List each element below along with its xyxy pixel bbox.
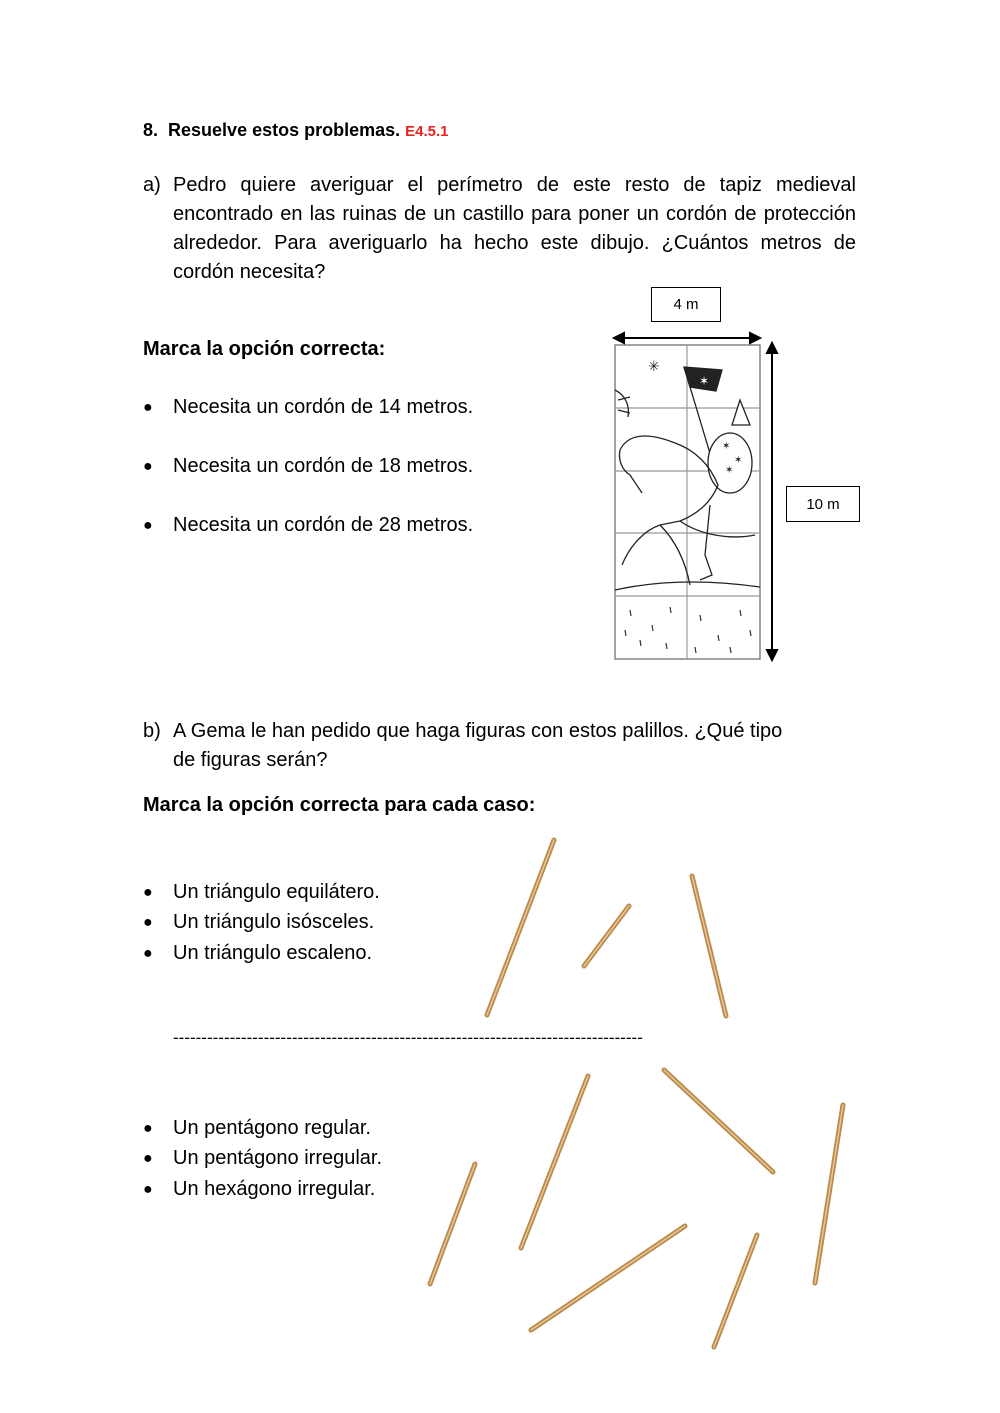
exercise-title: Resuelve estos problemas. bbox=[168, 120, 401, 140]
svg-text:✶: ✶ bbox=[722, 441, 731, 452]
height-label: 10 m bbox=[806, 495, 840, 513]
exercise-number: 8. bbox=[143, 120, 159, 140]
triangle-toothpicks bbox=[487, 840, 726, 1016]
part-a-instruction: Marca la opción correcta: bbox=[143, 338, 386, 360]
option-a3-label: Necesita un cordón de 28 metros. bbox=[173, 514, 474, 536]
bullet-icon: ● bbox=[143, 457, 153, 475]
curriculum-code: E4.5.1 bbox=[405, 123, 449, 140]
part-b-question-line2: de figuras serán? bbox=[173, 749, 328, 771]
option-b3-label: Un triángulo escaleno. bbox=[173, 942, 373, 964]
svg-text:✶: ✶ bbox=[725, 465, 734, 476]
bullet-icon: ● bbox=[143, 1119, 153, 1137]
svg-text:✳: ✳ bbox=[648, 359, 660, 375]
polygon-toothpicks bbox=[430, 1070, 843, 1347]
svg-text:✶: ✶ bbox=[734, 455, 743, 466]
option-b1-label: Un triángulo equilátero. bbox=[173, 881, 380, 903]
part-b-question-line1: A Gema le han pedido que haga figuras con estos palillos. ¿Qué tipo bbox=[173, 720, 783, 742]
width-label: 4 m bbox=[673, 296, 699, 313]
bullet-icon: ● bbox=[143, 883, 153, 901]
option-b5-label: Un pentágono irregular. bbox=[173, 1147, 383, 1169]
option-b2-label: Un triángulo isósceles. bbox=[173, 911, 375, 933]
option-b6-label: Un hexágono irregular. bbox=[173, 1178, 376, 1200]
bullet-icon: ● bbox=[143, 1149, 153, 1167]
bullet-icon: ● bbox=[143, 516, 153, 534]
bullet-icon: ● bbox=[143, 1180, 153, 1198]
separator-line: ----------------------------------------------------------------------------------- bbox=[173, 1028, 643, 1047]
option-a1-label: Necesita un cordón de 14 metros. bbox=[173, 396, 474, 418]
bullet-icon: ● bbox=[143, 398, 153, 416]
part-b-instruction: Marca la opción correcta para cada caso: bbox=[143, 794, 536, 816]
option-a2-label: Necesita un cordón de 18 metros. bbox=[173, 455, 474, 477]
bullet-icon: ● bbox=[143, 944, 153, 962]
option-b4-label: Un pentágono regular. bbox=[173, 1117, 371, 1139]
part-a-question: Pedro quiere averiguar el perímetro de este resto de tapiz medieval encontrado en las ruinas de un castillo para poner un cordón de protección alrededor. Para averiguarlo ha hecho este dibujo. ¿Cuántos metros de cordón necesita? bbox=[173, 174, 856, 283]
bullet-icon: ● bbox=[143, 913, 153, 931]
svg-text:✶: ✶ bbox=[699, 374, 710, 388]
part-b-label: b) bbox=[143, 720, 161, 742]
part-a-label: a) bbox=[143, 174, 161, 196]
toothpick-highlights bbox=[430, 840, 843, 1347]
